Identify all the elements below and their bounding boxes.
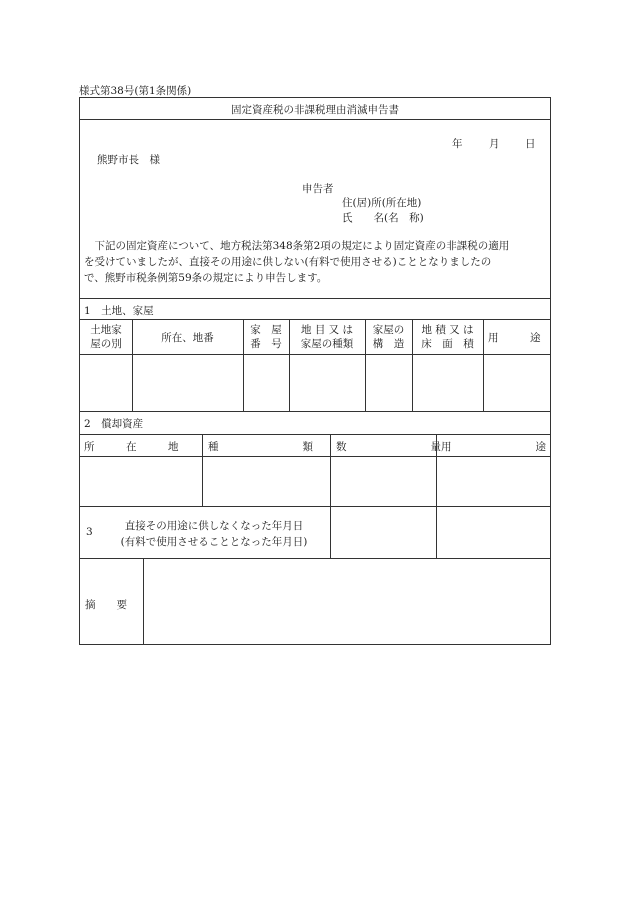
asset-location-cell[interactable]: [81, 457, 201, 505]
header-text: 家屋の: [372, 324, 405, 336]
section1-heading: 1 土地、家屋: [84, 305, 154, 317]
header-text: 屋の別: [90, 338, 122, 350]
cessation-date-cell[interactable]: [331, 507, 435, 557]
declaration-line: 下記の固定資産について、地方税法第348条第2項の規定により固定資産の非課税の適用: [84, 240, 510, 252]
declaration-form: [79, 97, 551, 645]
header-structure: [365, 323, 412, 351]
asset-use-cell[interactable]: [437, 457, 550, 505]
section3-line: 直接その用途に供しなくなった年月日: [124, 520, 304, 532]
cessation-extra-cell[interactable]: [437, 507, 550, 557]
asset-kind-cell[interactable]: [203, 457, 329, 505]
declarant-name-field[interactable]: 氏 名(名 称): [342, 212, 424, 224]
asset-quantity-cell[interactable]: [331, 457, 435, 505]
structure-cell[interactable]: [366, 355, 411, 410]
header-text: 地 積 又 は: [421, 324, 474, 336]
header-text: 床 面 積: [421, 338, 474, 350]
divider: [80, 298, 550, 299]
land-type-cell[interactable]: [290, 355, 364, 410]
header-land-type: [289, 323, 365, 351]
divider: [80, 119, 550, 120]
remarks-label: 摘 要: [85, 599, 127, 611]
section3-label: [98, 518, 330, 550]
section3-number: 3: [86, 526, 93, 538]
header-asset-quantity: 数 量: [336, 441, 441, 453]
house-number-cell[interactable]: [244, 355, 288, 410]
header-location: 所在、地番: [161, 332, 214, 344]
section2-heading: 2 償却資産: [84, 418, 144, 430]
divider: [80, 319, 550, 320]
header-text: 構 造: [372, 338, 405, 350]
addressee: 熊野市長 様: [97, 154, 160, 166]
header-text: 家屋の種類: [300, 338, 354, 350]
header-category: [80, 323, 132, 351]
declaration-line: で、熊野市税条例第59条の規定により申告します。: [84, 272, 328, 284]
header-text: 番 号: [250, 338, 282, 350]
form-title: 固定資産税の非課税理由消滅申告書: [231, 104, 399, 116]
declarant-address-field[interactable]: 住(居)所(所在地): [342, 197, 422, 209]
date-day-field[interactable]: 日: [525, 138, 536, 150]
header-asset-location: 所 在 地: [84, 441, 179, 453]
header-use: 用 途: [488, 332, 541, 344]
header-area: [412, 323, 483, 351]
location-cell[interactable]: [133, 355, 242, 410]
area-cell[interactable]: [413, 355, 482, 410]
declarant-label: 申告者: [302, 183, 334, 195]
use-cell[interactable]: [484, 355, 550, 410]
date-year-field[interactable]: 年: [452, 138, 463, 150]
date-month-field[interactable]: 月: [489, 138, 500, 150]
header-text: 家 屋: [250, 324, 282, 336]
land-category-cell[interactable]: [81, 355, 131, 410]
header-text: 土地家: [90, 324, 122, 336]
declaration-line: を受けていましたが、直接その用途に供しない(有料で使用させる)こととなりましたの: [84, 256, 492, 268]
divider: [80, 411, 550, 412]
section3-line: (有料で使用させることとなった年月日): [120, 536, 308, 548]
declaration-text: [84, 238, 550, 286]
header-house-number: [243, 323, 289, 351]
remarks-field[interactable]: [144, 559, 550, 643]
header-asset-kind: 種 類: [208, 441, 313, 453]
divider: [80, 434, 550, 435]
header-asset-use: 用 途: [441, 441, 546, 453]
header-text: 地 目 又 は: [300, 324, 353, 336]
form-number: 様式第38号(第1条関係): [79, 85, 192, 97]
